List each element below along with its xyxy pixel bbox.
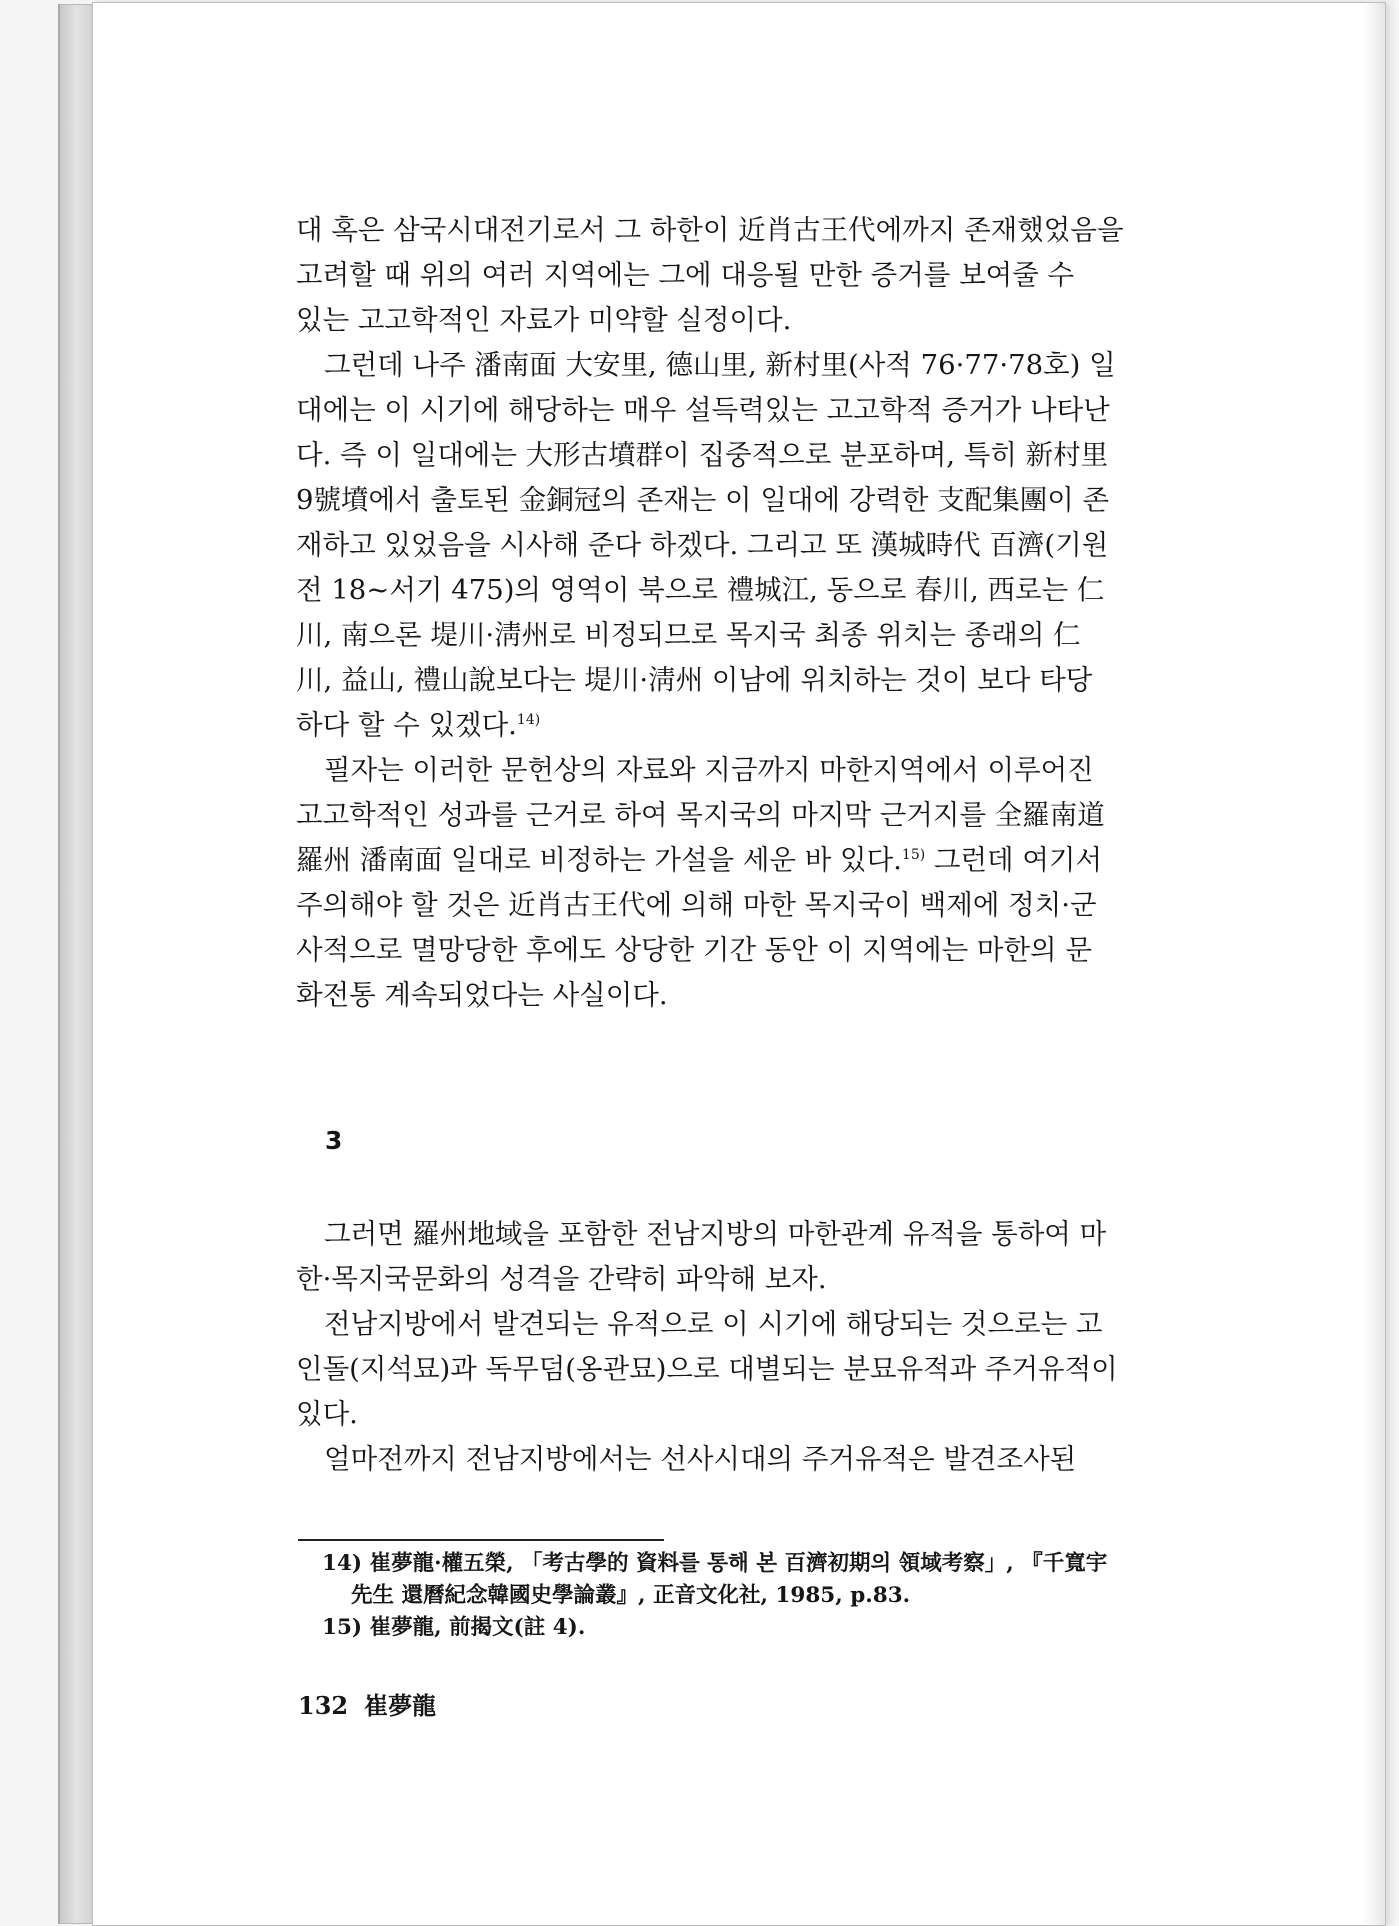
text-line: 9號墳에서 출토된 金銅冠의 존재는 이 일대에 강력한 支配集團이 존 — [296, 484, 1110, 516]
text-line: 주의해야 할 것은 近肖古王代에 의해 마한 목지국이 백제에 정치·군 — [296, 889, 1097, 921]
text-line: 인돌(지석묘)과 독무덤(옹관묘)으로 대별되는 분묘유적과 주거유적이 — [296, 1353, 1118, 1385]
text-line: 전 18~서기 475)의 영역이 북으로 禮城江, 동으로 春川, 西로는 仁 — [296, 574, 1105, 606]
text-line: 대 혹은 삼국시대전기로서 그 하한이 近肖古王代에까지 존재했었음을 — [296, 214, 1124, 246]
text-line: 한·목지국문화의 성격을 간략히 파악해 보자. — [296, 1263, 827, 1295]
text-line: 고고학적인 성과를 근거로 하여 목지국의 마지막 근거지를 全羅南道 — [296, 799, 1105, 831]
text-line: 재하고 있었음을 시사해 준다 하겠다. 그리고 또 漢城時代 百濟(기원 — [296, 529, 1109, 561]
text-line: 대에는 이 시기에 해당하는 매우 설득력있는 고고학적 증거가 나타난 — [296, 394, 1110, 426]
body-text-block — [296, 208, 1258, 1018]
footnote-14: 14) 崔夢龍·權五榮, 「考古學的 資料를 통해 본 百濟初期의 領域考察」, 『千寬宇 — [322, 1551, 1108, 1576]
text-line: 사적으로 멸망당한 후에도 상당한 기간 동안 이 지역에는 마한의 문 — [296, 934, 1092, 966]
paragraph-naju — [296, 343, 1258, 748]
text-line: 있다. — [296, 1398, 358, 1430]
text-line: 그러면 羅州地域을 포함한 전남지방의 마한관계 유적을 통하여 마 — [324, 1218, 1107, 1250]
running-author: 崔夢龍 — [364, 1691, 437, 1720]
text-line: 그런데 나주 潘南面 大安里, 德山里, 新村里(사적 76·77·78호) 일 — [324, 349, 1116, 381]
text-line: 얼마전까지 전남지방에서는 선사시대의 주거유적은 발견조사된 — [324, 1443, 1077, 1475]
footnotes — [322, 1548, 1262, 1644]
footnote-14-continued: 先生 還曆紀念韓國史學論叢』, 正音文化社, 1985, p.83. — [351, 1583, 911, 1608]
paragraph-continued — [296, 208, 1258, 343]
book-page-edges — [58, 4, 96, 1924]
text-line: 화전통 계속되었다는 사실이다. — [296, 979, 668, 1011]
paragraph-author-hypothesis — [296, 748, 1258, 1018]
running-footer — [298, 1686, 452, 1721]
section-3-text-block — [296, 1212, 1258, 1482]
paragraph-dwellings — [296, 1437, 1258, 1482]
text-line: 川, 益山, 禮山說보다는 堤川·淸州 이남에 위치하는 것이 보다 타당 — [296, 664, 1093, 696]
paragraph-sites — [296, 1302, 1258, 1437]
footnote-ref-15: 15) — [901, 846, 926, 863]
text-line: 다. 즉 이 일대에는 大形古墳群이 집중적으로 분포하며, 특히 新村里 — [296, 439, 1109, 471]
text-line: 전남지방에서 발견되는 유적으로 이 시기에 해당되는 것으로는 고 — [324, 1308, 1103, 1340]
text-line-tail: 그런데 여기서 — [925, 844, 1103, 876]
text-line: 川, 南으론 堤川·淸州로 비정되므로 목지국 최종 위치는 종래의 仁 — [296, 619, 1081, 651]
text-line: 하다 할 수 있겠다. — [296, 709, 517, 741]
footnote-ref-14: 14) — [516, 711, 541, 728]
text-line: 있는 고고학적인 자료가 미약할 실정이다. — [296, 304, 792, 336]
paragraph-section-intro — [296, 1212, 1258, 1302]
page-number: 132 — [298, 1691, 349, 1720]
text-line: 羅州 潘南面 일대로 비정하는 가설을 세운 바 있다. — [296, 844, 902, 876]
section-number: 3 — [325, 1126, 343, 1155]
text-line: 고려할 때 위의 여러 지역에는 그에 대응될 만한 증거를 보여줄 수 — [296, 259, 1075, 291]
page-shadow — [1363, 3, 1385, 1925]
footnote-15: 15) 崔夢龍, 前揭文(註 4). — [322, 1615, 586, 1640]
text-line: 필자는 이러한 문헌상의 자료와 지금까지 마한지역에서 이루어진 — [324, 754, 1094, 786]
footnote-rule — [298, 1539, 664, 1541]
